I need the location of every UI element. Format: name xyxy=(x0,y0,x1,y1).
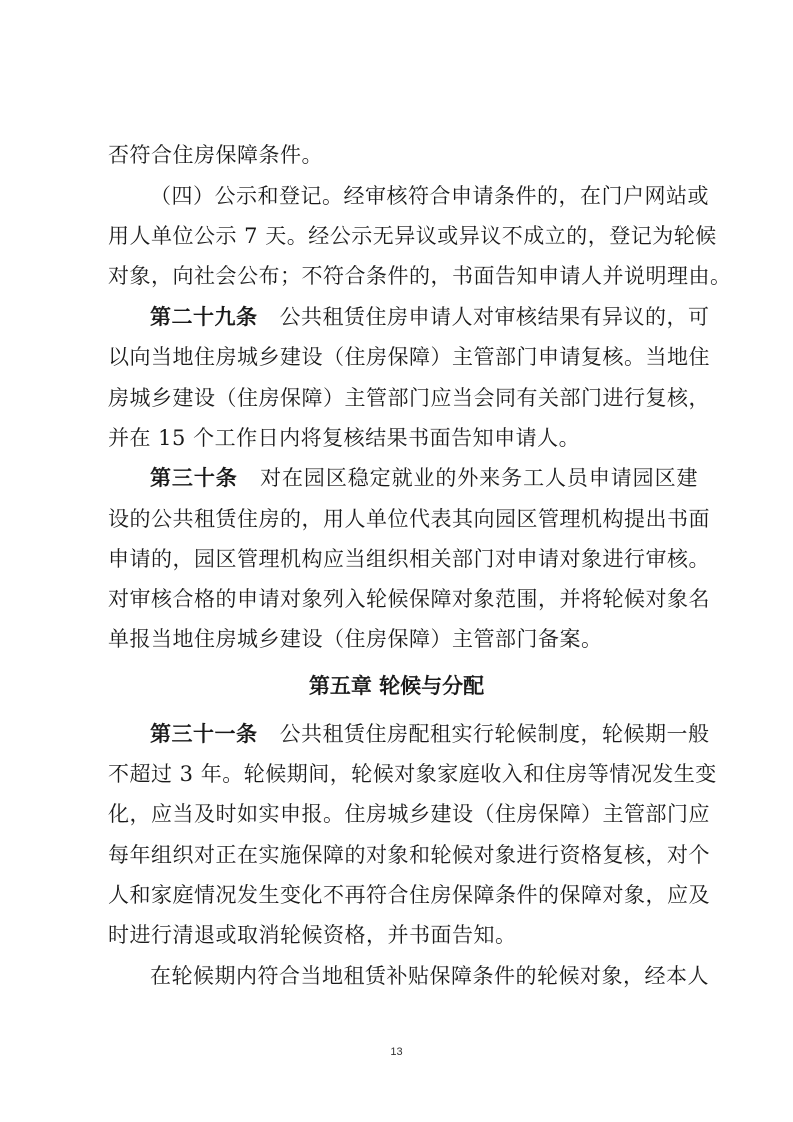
text-line xyxy=(108,222,717,250)
text-line xyxy=(108,760,717,788)
line-text: 对象，向社会公布；不符合条件的，书面告知申请人并说明理由。 xyxy=(108,264,732,288)
line-text: 每年组织对正在实施保障的对象和轮候对象进行资格复核，对个 xyxy=(108,843,710,867)
line-text: 公共租赁住房配租实行轮候制度，轮候期一般 xyxy=(279,722,710,746)
line-text: 单报当地住房城乡建设（住房保障）主管部门备案。 xyxy=(108,627,603,651)
text-line xyxy=(108,921,698,949)
text-line xyxy=(108,545,710,573)
page-number: 13 xyxy=(390,1046,403,1058)
line-text: 化，应当及时如实申报。住房城乡建设（住房保障）主管部门应 xyxy=(108,802,710,826)
line-text: 用人单位公示 7 天。经公示无异议或异议不成立的，登记为轮候 xyxy=(108,224,717,248)
line-text: 房城乡建设（住房保障）主管部门应当会同有关部门进行复核， xyxy=(108,386,710,410)
text-line xyxy=(108,585,710,613)
article-29-line xyxy=(108,303,710,331)
line-text: 并在 15 个工作日内将复核结果书面告知申请人。 xyxy=(108,426,581,450)
text-line xyxy=(108,505,710,533)
line-text: 申请的，园区管理机构应当组织相关部门对申请对象进行审核。 xyxy=(108,547,710,571)
article-label: 第三十条 xyxy=(150,466,238,490)
text-line xyxy=(108,182,709,210)
text-line xyxy=(108,343,710,371)
text-line xyxy=(108,262,732,290)
line-text: 公共租赁住房申请人对审核结果有异议的，可 xyxy=(279,305,710,329)
line-text: 以向当地住房城乡建设（住房保障）主管部门申请复核。当地住 xyxy=(108,345,710,369)
line-text: 对审核合格的申请对象列入轮候保障对象范围，并将轮候对象名 xyxy=(108,587,710,611)
article-label: 第三十一条 xyxy=(150,722,258,746)
line-text: 设的公共租赁住房的，用人单位代表其向园区管理机构提出书面 xyxy=(108,507,710,531)
text-line xyxy=(108,384,710,412)
line-text: 否符合住房保障条件。 xyxy=(108,143,323,167)
text-line xyxy=(108,962,709,990)
text-line xyxy=(108,881,710,909)
text-line xyxy=(108,141,698,169)
article-30-line xyxy=(108,464,698,492)
text-line xyxy=(108,841,710,869)
line-text: 在轮候期内符合当地租赁补贴保障条件的轮候对象，经本人 xyxy=(150,964,709,988)
article-31-line xyxy=(108,720,710,748)
chapter-heading: 第五章 轮候与分配 xyxy=(308,674,485,698)
line-text: 人和家庭情况发生变化不再符合住房保障条件的保障对象，应及 xyxy=(108,883,710,907)
line-text: 对在园区稳定就业的外来务工人员申请园区建 xyxy=(259,466,699,490)
line-text: 不超过 3 年。轮候期间，轮候对象家庭收入和住房等情况发生变 xyxy=(108,762,717,786)
text-line xyxy=(108,800,710,828)
article-label: 第二十九条 xyxy=(150,305,258,329)
text-line xyxy=(108,625,698,653)
line-text: （四）公示和登记。经审核符合申请条件的，在门户网站或 xyxy=(150,184,709,208)
text-line xyxy=(108,424,698,452)
line-text: 时进行清退或取消轮候资格，并书面告知。 xyxy=(108,923,517,947)
